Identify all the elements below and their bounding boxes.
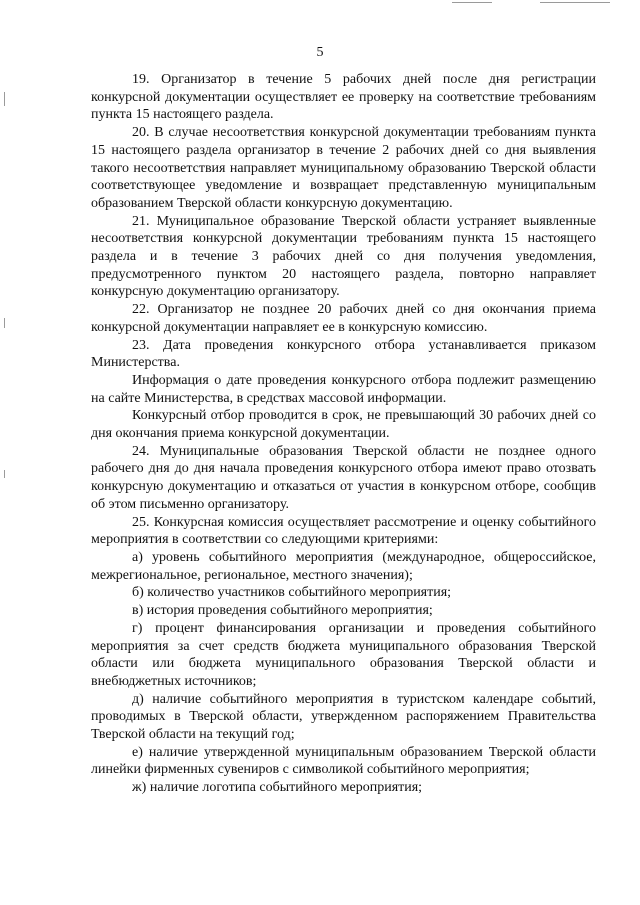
- paragraph-23-term: Конкурсный отбор проводится в срок, не превышающий 30 рабочих дней со дня окончания приема конкурсной документации.: [91, 408, 596, 442]
- criterion-v: в) история проведения событийного мероприятия;: [132, 603, 433, 619]
- paragraph-21: 21. Муниципальное образование Тверской области устраняет выявленные несоответствия конкурсной документации требованиям пункта 15 настоящего раздела и в течение 3 рабочих дней со дня получения уведомления, предусмотренного пунктом 20 настоящего раздела, повторно направляет конкурсную документацию организатору.: [91, 213, 596, 300]
- paragraph-22: 22. Организатор не позднее 20 рабочих дней со дня окончания приема конкурсной документации направляет ее в конкурсную комиссию.: [91, 302, 596, 335]
- scan-margin-mark: [4, 318, 5, 328]
- document-body: [91, 71, 596, 797]
- paragraph-20: 20. В случае несоответствия конкурсной документации требованиям пункта 15 настоящего раздела организатор в течение 2 рабочих дней со дня выявления такого несоответствия направляет муниципальному образованию Тверской области соответствующее уведомление и возвращает представленную муниципальным образованием Тверской области конкурсную документацию.: [91, 125, 596, 211]
- scan-margin-mark: [4, 92, 5, 106]
- paragraph-25: 25. Конкурсная комиссия осуществляет рассмотрение и оценку событийного мероприятия в соответствии со следующими критериями:: [91, 514, 596, 548]
- paragraph-24: 24. Муниципальные образования Тверской области не позднее одного рабочего дня до дня начала проведения конкурсного отбора имеют право отозвать конкурсную документацию и отказаться от участия в конкурсном отборе, сообщив об этом письменно организатору.: [91, 443, 596, 512]
- criterion-b: б) количество участников событийного мероприятия;: [132, 585, 452, 601]
- criterion-g: г) процент финансирования организации и проведения событийного мероприятия за счет средств бюджета муниципального образования Тверской области или бюджета муниципального образования Тверской области и внебюджетных источников;: [91, 620, 596, 689]
- page-number: 5: [316, 45, 324, 60]
- criterion-e: е) наличие утвержденной муниципальным образованием Тверской области линейки фирменных сувениров с символикой событийного мероприятия;: [91, 744, 596, 778]
- scan-top-mark: [452, 2, 492, 3]
- criterion-zh: ж) наличие логотипа событийного мероприятия;: [132, 780, 423, 796]
- paragraph-19: 19. Организатор в течение 5 рабочих дней после дня регистрации конкурсной документации осуществляет ее проверку на соответствие требованиям пункта 15 настоящего раздела.: [91, 72, 596, 123]
- criterion-d: д) наличие событийного мероприятия в туристском календаре событий, проводимых в Тверской области, утвержденном распоряжением Правительства Тверской области на текущий год;: [91, 691, 596, 743]
- scan-margin-mark: [4, 470, 5, 478]
- scan-top-mark: [540, 2, 610, 3]
- paragraph-23: 23. Дата проведения конкурсного отбора устанавливается приказом Министерства.: [91, 337, 596, 371]
- paragraph-23-info: Информация о дате проведения конкурсного отбора подлежит размещению на сайте Министерства, в средствах массовой информации.: [91, 372, 596, 406]
- criterion-a: а) уровень событийного мероприятия (международное, общероссийское, межрегиональное, региональное, местного значения);: [91, 549, 596, 583]
